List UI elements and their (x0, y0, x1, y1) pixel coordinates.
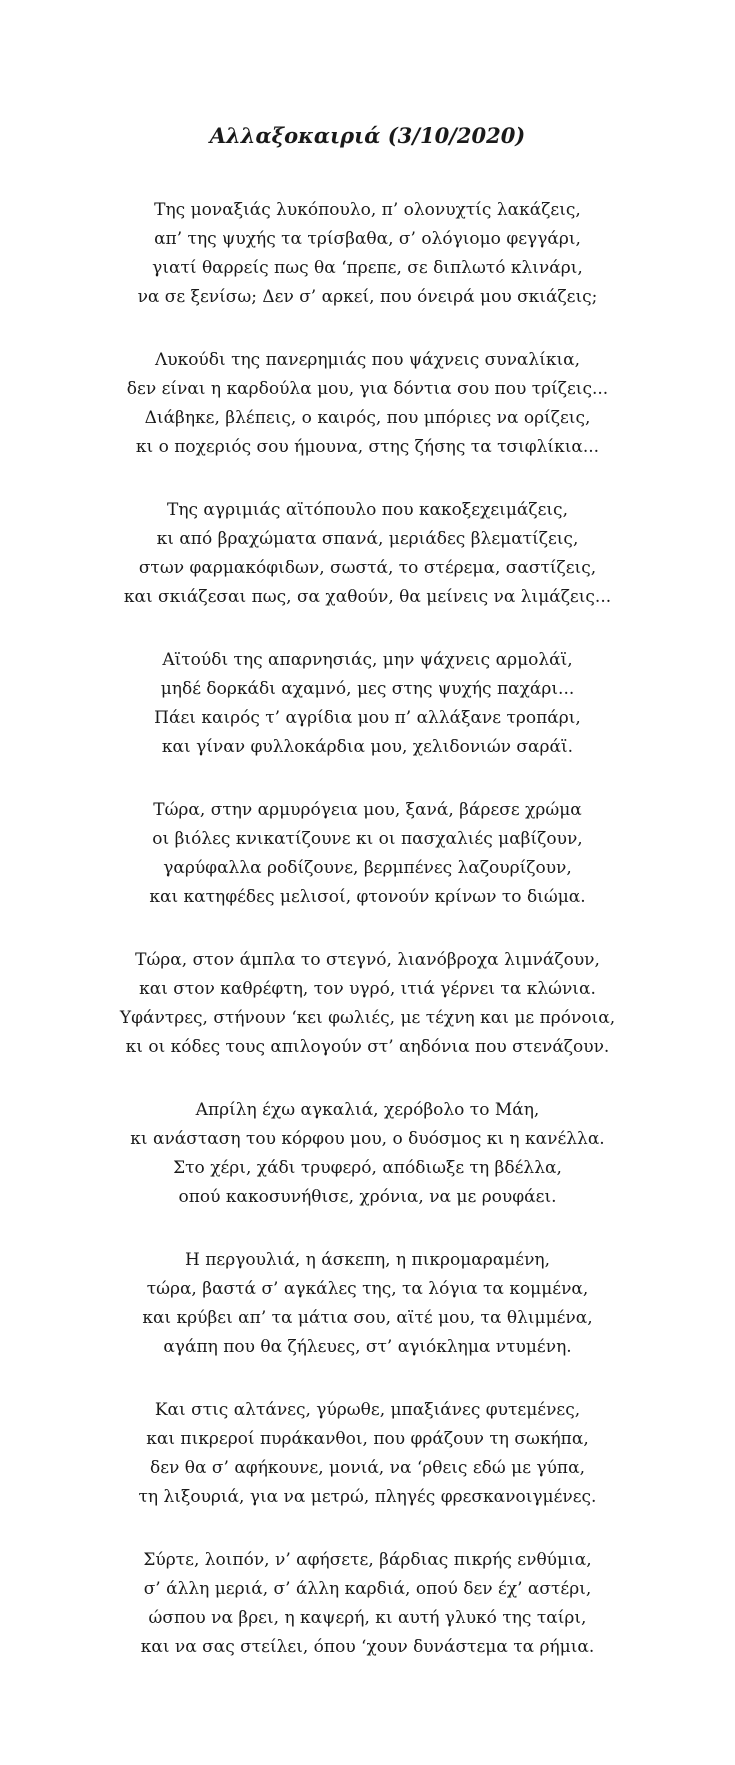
poem-line: Πάει καιρός τ’ αγρίδια μου π’ αλλάξανε τροπάρι, (154, 708, 581, 728)
poem-line: Υφάντρες, στήνουν ‘κει φωλιές, με τέχνη και με πρόνοια, (119, 1008, 616, 1028)
poem-body (0, 196, 735, 1696)
poem-line: και γίναν φυλλοκάρδια μου, χελιδονιών σαράϊ. (161, 737, 574, 757)
poem-line: τη λιξουριά, για να μετρώ, πληγές φρεσκανοιγμένες. (138, 1487, 597, 1507)
poem-line: κι ο ποχεριός σου ήμουνα, στης ζήσης τα τσιφλίκια... (135, 437, 600, 457)
poem-line: και κατηφέδες μελισοί, φτονούν κρίνων το διώμα. (149, 887, 586, 907)
poem-line: Τώρα, στον άμπλα το στεγνό, λιανόβροχα λιμνάζουν, (135, 950, 600, 970)
stanza (0, 346, 735, 465)
poem-line: τώρα, βαστά σ’ αγκάλες της, τα λόγια τα κομμένα, (146, 1279, 589, 1299)
poem-line: και κρύβει απ’ τα μάτια σου, αϊτέ μου, τα θλιμμένα, (142, 1308, 593, 1328)
poem-line: Απρίλη έχω αγκαλιά, χερόβολο το Μάη, (195, 1100, 540, 1120)
poem-line: κι ανάσταση του κόρφου μου, ο δυόσμος κι η κανέλλα. (130, 1129, 605, 1149)
poem-line: Τώρα, στην αρμυρόγεια μου, ξανά, βάρεσε χρώμα (153, 800, 582, 820)
poem-line: μηδέ δορκάδι αχαμνό, μες στης ψυχής παχάρι... (160, 679, 575, 699)
poem-line: απ’ της ψυχής τα τρίσβαθα, σ’ ολόγιομο φεγγάρι, (154, 229, 581, 249)
stanza (0, 796, 735, 915)
poem-line: γαρύφαλλα ροδίζουνε, βερμπένες λαζουρίζουν, (163, 858, 572, 878)
poem-line: Λυκούδι της πανερημιάς που ψάχνεις συναλίκια, (154, 350, 581, 370)
poem-line: Και στις αλτάνες, γύρωθε, μπαξιάνες φυτεμένες, (154, 1400, 581, 1420)
stanza (0, 1096, 735, 1215)
poem-line: δεν είναι η καρδούλα μου, για δόντια σου που τρίζεις... (126, 379, 609, 399)
poem-line: δεν θα σ’ αφήκουνε, μονιά, να ‘ρθεις εδώ με γύπα, (150, 1458, 585, 1478)
stanza (0, 946, 735, 1065)
poem-line: Της μοναξιάς λυκόπουλο, π’ ολονυχτίς λακάζεις, (154, 200, 581, 220)
stanza (0, 1396, 735, 1515)
poem-line: κι οι κόδες τους απιλογούν στ’ αηδόνια που στενάζουν. (125, 1037, 610, 1057)
poem-line: οι βιόλες κνικατίζουνε κι οι πασχαλιές μαβίζουν, (152, 829, 583, 849)
stanza (0, 196, 735, 315)
poem-line: αγάπη που θα ζήλευες, στ’ αγιόκλημα ντυμένη. (163, 1337, 572, 1357)
poem-line: Η περγουλιά, η άσκεπη, η πικρομαραμένη, (185, 1250, 550, 1270)
poem-line: στων φαρμακόφιδων, σωστά, το στέρεμα, σαστίζεις, (138, 558, 597, 578)
poem-title: Αλλαξοκαιριά (3/10/2020) (209, 123, 526, 148)
stanza (0, 1546, 735, 1665)
poem-line: ώσπου να βρει, η καψερή, κι αυτή γλυκό της ταίρι, (148, 1608, 587, 1628)
poem-line: και πικρεροί πυράκανθοι, που φράζουν τη σωκήπα, (146, 1429, 589, 1449)
poem-line: και στον καθρέφτη, τον υγρό, ιτιά γέρνει τα κλώνια. (139, 979, 596, 999)
stanza (0, 496, 735, 615)
poem-line: Αϊτούδι της απαρνησιάς, μην ψάχνεις αρμολάϊ, (162, 650, 573, 670)
poem-line: κι από βραχώματα σπανά, μεριάδες βλεματίζεις, (156, 529, 579, 549)
poem-line: και σκιάζεσαι πως, σα χαθούν, θα μείνεις να λιμάζεις... (123, 587, 612, 607)
poem-line: και να σας στείλει, όπου ‘χουν δυνάστεμα τα ρήμια. (140, 1637, 595, 1657)
poem-line: σ’ άλλη μεριά, σ’ άλλη καρδιά, οπού δεν έχ’ αστέρι, (143, 1579, 592, 1599)
stanza (0, 1246, 735, 1365)
poem-line: να σε ξενίσω; Δεν σ’ αρκεί, που όνειρά μου σκιάζεις; (137, 287, 598, 307)
poem-line: γιατί θαρρείς πως θα ‘πρεπε, σε διπλωτό κλινάρι, (152, 258, 583, 278)
stanza (0, 646, 735, 765)
poem-line: Της αγριμιάς αϊτόπουλο που κακοξεχειμάζεις, (166, 500, 568, 520)
poem-line: Διάβηκε, βλέπεις, ο καιρός, που μπόριες να ορίζεις, (144, 408, 591, 428)
poem-line: οπού κακοσυνήθισε, χρόνια, να με ρουφάει. (178, 1187, 557, 1207)
poem-line: Σύρτε, λοιπόν, ν’ αφήσετε, βάρδιας πικρής ενθύμια, (143, 1550, 592, 1570)
poem-line: Στο χέρι, χάδι τρυφερό, απόδιωξε τη βδέλλα, (173, 1158, 562, 1178)
